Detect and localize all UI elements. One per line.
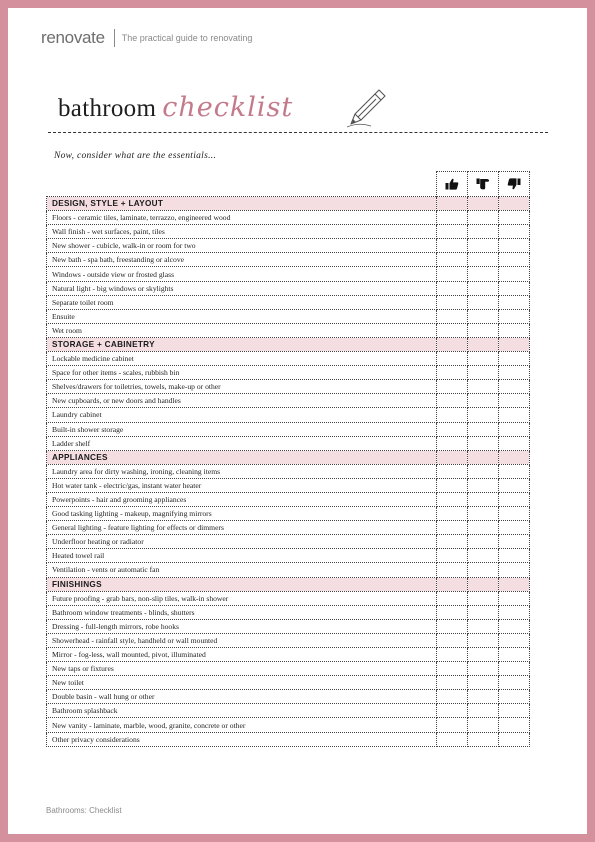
mark-cell-no[interactable]	[499, 591, 530, 605]
checklist-row	[47, 309, 530, 323]
checklist-item-label: New vanity - laminate, marble, wood, granite, concrete or other	[47, 718, 437, 732]
mark-cell-yes[interactable]	[437, 718, 468, 732]
mark-cell-maybe[interactable]	[468, 549, 499, 563]
mark-cell-yes[interactable]	[437, 690, 468, 704]
checklist-item-label: General lighting - feature lighting for effects or dimmers	[47, 521, 437, 535]
checklist-item-label: New taps or fixtures	[47, 662, 437, 676]
checklist-body	[47, 197, 530, 747]
mark-cell-yes[interactable]	[437, 563, 468, 577]
mark-cell-no[interactable]	[499, 408, 530, 422]
mark-cell-no[interactable]	[499, 563, 530, 577]
mark-cell-maybe[interactable]	[468, 225, 499, 239]
checklist-item-label: Underfloor heating or radiator	[47, 535, 437, 549]
mark-cell-no[interactable]	[499, 464, 530, 478]
mark-cell-no[interactable]	[499, 605, 530, 619]
title-main: bathroom	[58, 95, 157, 122]
checklist-item-label: Future proofing - grab bars, non-slip tiles, walk-in shower	[47, 591, 437, 605]
section-header-cell	[437, 197, 468, 211]
mark-cell-maybe[interactable]	[468, 436, 499, 450]
thumbs-up-icon	[445, 178, 459, 190]
mark-cell-yes[interactable]	[437, 605, 468, 619]
checklist-row	[47, 408, 530, 422]
mark-cell-yes[interactable]	[437, 239, 468, 253]
checklist-item-label: Ensuite	[47, 309, 437, 323]
mark-cell-no[interactable]	[499, 718, 530, 732]
mark-cell-no[interactable]	[499, 281, 530, 295]
checklist-row	[47, 225, 530, 239]
pencil-icon	[341, 82, 391, 128]
header-spacer	[47, 172, 437, 197]
column-maybe	[468, 172, 499, 197]
checklist-row	[47, 239, 530, 253]
brand-divider	[114, 29, 115, 47]
checklist-row	[47, 380, 530, 394]
checklist-row	[47, 676, 530, 690]
mark-cell-maybe[interactable]	[468, 676, 499, 690]
mark-cell-maybe[interactable]	[468, 295, 499, 309]
mark-cell-yes[interactable]	[437, 662, 468, 676]
mark-cell-no[interactable]	[499, 690, 530, 704]
mark-cell-maybe[interactable]	[468, 366, 499, 380]
section-header-row	[47, 197, 530, 211]
mark-cell-no[interactable]	[499, 732, 530, 746]
checklist-item-label: Heated towel rail	[47, 549, 437, 563]
mark-cell-yes[interactable]	[437, 492, 468, 506]
checklist-row	[47, 690, 530, 704]
mark-cell-yes[interactable]	[437, 464, 468, 478]
mark-cell-maybe[interactable]	[468, 239, 499, 253]
mark-cell-maybe[interactable]	[468, 492, 499, 506]
mark-cell-yes[interactable]	[437, 380, 468, 394]
mark-cell-yes[interactable]	[437, 535, 468, 549]
section-title: STORAGE + CABINETRY	[47, 337, 437, 351]
mark-cell-yes[interactable]	[437, 323, 468, 337]
checklist-item-label: Double basin - wall hung or other	[47, 690, 437, 704]
mark-cell-yes[interactable]	[437, 436, 468, 450]
checklist-item-label: Space for other items - scales, rubbish bin	[47, 366, 437, 380]
mark-cell-yes[interactable]	[437, 521, 468, 535]
checklist-row	[47, 521, 530, 535]
mark-cell-maybe[interactable]	[468, 619, 499, 633]
section-header-row	[47, 337, 530, 351]
thumbs-down-icon	[507, 178, 521, 190]
mark-cell-no[interactable]	[499, 394, 530, 408]
checklist-item-label: Laundry area for dirty washing, ironing, cleaning items	[47, 464, 437, 478]
mark-cell-yes[interactable]	[437, 281, 468, 295]
mark-cell-maybe[interactable]	[468, 422, 499, 436]
mark-cell-yes[interactable]	[437, 478, 468, 492]
checklist-table	[46, 171, 530, 747]
mark-cell-yes[interactable]	[437, 648, 468, 662]
mark-cell-no[interactable]	[499, 239, 530, 253]
section-header-row	[47, 577, 530, 591]
checklist-item-label: Bathroom window treatments - blinds, shutters	[47, 605, 437, 619]
mark-cell-maybe[interactable]	[468, 605, 499, 619]
checklist-row	[47, 394, 530, 408]
mark-cell-maybe[interactable]	[468, 648, 499, 662]
mark-cell-yes[interactable]	[437, 366, 468, 380]
checklist-item-label: Windows - outside view or frosted glass	[47, 267, 437, 281]
mark-cell-maybe[interactable]	[468, 690, 499, 704]
section-header-cell	[468, 577, 499, 591]
section-title: FINISHINGS	[47, 577, 437, 591]
mark-cell-no[interactable]	[499, 507, 530, 521]
mark-cell-yes[interactable]	[437, 507, 468, 521]
section-header-cell	[499, 197, 530, 211]
section-header-cell	[499, 450, 530, 464]
mark-cell-maybe[interactable]	[468, 633, 499, 647]
section-header-row	[47, 450, 530, 464]
checklist-item-label: New bath - spa bath, freestanding or alcove	[47, 253, 437, 267]
mark-cell-yes[interactable]	[437, 732, 468, 746]
mark-cell-maybe[interactable]	[468, 662, 499, 676]
mark-cell-no[interactable]	[499, 309, 530, 323]
mark-cell-yes[interactable]	[437, 549, 468, 563]
mark-cell-yes[interactable]	[437, 394, 468, 408]
checklist-row	[47, 535, 530, 549]
checklist-item-label: Shelves/drawers for toiletries, towels, make-up or other	[47, 380, 437, 394]
brand-header	[41, 28, 252, 48]
mark-cell-yes[interactable]	[437, 633, 468, 647]
checklist-item-label: Separate toilet room	[47, 295, 437, 309]
mark-cell-maybe[interactable]	[468, 732, 499, 746]
checklist-item-label: Laundry cabinet	[47, 408, 437, 422]
checklist-row	[47, 323, 530, 337]
section-header-cell	[499, 337, 530, 351]
mark-cell-no[interactable]	[499, 648, 530, 662]
mark-cell-no[interactable]	[499, 535, 530, 549]
intro-text: Now, consider what are the essentials...	[54, 151, 217, 161]
page-footer: Bathrooms: Checklist	[46, 806, 122, 815]
checklist-item-label: Hot water tank - electric/gas, instant water heater	[47, 478, 437, 492]
checklist-row	[47, 352, 530, 366]
title-divider	[48, 132, 548, 133]
mark-cell-maybe[interactable]	[468, 394, 499, 408]
checklist-item-label: Good tasking lighting - makeup, magnifying mirrors	[47, 507, 437, 521]
mark-cell-yes[interactable]	[437, 267, 468, 281]
mark-cell-maybe[interactable]	[468, 464, 499, 478]
section-header-cell	[437, 337, 468, 351]
mark-cell-no[interactable]	[499, 253, 530, 267]
checklist-item-label: Showerhead - rainfall style, handheld or wall mounted	[47, 633, 437, 647]
mark-cell-yes[interactable]	[437, 309, 468, 323]
icon-header-row	[47, 172, 530, 197]
checklist-item-label: New cupboards, or new doors and handles	[47, 394, 437, 408]
mark-cell-no[interactable]	[499, 323, 530, 337]
mark-cell-no[interactable]	[499, 492, 530, 506]
mark-cell-no[interactable]	[499, 422, 530, 436]
checklist-item-label: Floors - ceramic tiles, laminate, terrazzo, engineered wood	[47, 211, 437, 225]
mark-cell-yes[interactable]	[437, 225, 468, 239]
checklist-row	[47, 267, 530, 281]
mark-cell-yes[interactable]	[437, 704, 468, 718]
checklist-item-label: Natural light - big windows or skylights	[47, 281, 437, 295]
mark-cell-maybe[interactable]	[468, 211, 499, 225]
checklist-row	[47, 662, 530, 676]
mark-cell-maybe[interactable]	[468, 563, 499, 577]
section-header-cell	[468, 450, 499, 464]
mark-cell-maybe[interactable]	[468, 408, 499, 422]
checklist-row	[47, 591, 530, 605]
checklist-item-label: Built-in shower storage	[47, 422, 437, 436]
mark-cell-maybe[interactable]	[468, 380, 499, 394]
checklist-item-label: New shower - cubicle, walk-in or room for two	[47, 239, 437, 253]
mark-cell-no[interactable]	[499, 549, 530, 563]
mark-cell-no[interactable]	[499, 633, 530, 647]
mark-cell-no[interactable]	[499, 478, 530, 492]
checklist-row	[47, 605, 530, 619]
mark-cell-yes[interactable]	[437, 352, 468, 366]
section-header-cell	[437, 450, 468, 464]
mark-cell-no[interactable]	[499, 295, 530, 309]
checklist-item-label: Mirror - fog-less, wall mounted, pivot, illuminated	[47, 648, 437, 662]
mark-cell-maybe[interactable]	[468, 478, 499, 492]
mark-cell-yes[interactable]	[437, 619, 468, 633]
checklist-row	[47, 549, 530, 563]
mark-cell-no[interactable]	[499, 267, 530, 281]
checklist-item-label: Powerpoints - hair and grooming appliances	[47, 492, 437, 506]
mark-cell-no[interactable]	[499, 619, 530, 633]
mark-cell-yes[interactable]	[437, 591, 468, 605]
checklist-row	[47, 619, 530, 633]
mark-cell-no[interactable]	[499, 662, 530, 676]
checklist-row	[47, 464, 530, 478]
mark-cell-no[interactable]	[499, 352, 530, 366]
mark-cell-maybe[interactable]	[468, 704, 499, 718]
mark-cell-no[interactable]	[499, 704, 530, 718]
mark-cell-maybe[interactable]	[468, 309, 499, 323]
mark-cell-maybe[interactable]	[468, 323, 499, 337]
checklist-row	[47, 253, 530, 267]
renovate-logo: renovate	[41, 28, 105, 47]
brand-tagline: The practical guide to renovating	[121, 33, 253, 43]
mark-cell-yes[interactable]	[437, 253, 468, 267]
section-title: DESIGN, STYLE + LAYOUT	[47, 197, 437, 211]
mark-cell-yes[interactable]	[437, 211, 468, 225]
mark-cell-maybe[interactable]	[468, 591, 499, 605]
section-header-cell	[468, 197, 499, 211]
mark-cell-no[interactable]	[499, 211, 530, 225]
mark-cell-no[interactable]	[499, 225, 530, 239]
section-title: APPLIANCES	[47, 450, 437, 464]
checklist-item-label: Bathroom splashback	[47, 704, 437, 718]
mark-cell-maybe[interactable]	[468, 267, 499, 281]
checklist-table-wrap	[46, 171, 530, 747]
checklist-row	[47, 492, 530, 506]
checklist-item-label: Ventilation - vents or automatic fan	[47, 563, 437, 577]
mark-cell-no[interactable]	[499, 380, 530, 394]
checklist-row	[47, 648, 530, 662]
checklist-item-label: Dressing - full-length mirrors, robe hooks	[47, 619, 437, 633]
checklist-item-label: Wall finish - wet surfaces, paint, tiles	[47, 225, 437, 239]
mark-cell-yes[interactable]	[437, 676, 468, 690]
mark-cell-maybe[interactable]	[468, 535, 499, 549]
checklist-row	[47, 281, 530, 295]
title-script: checklist	[162, 92, 294, 123]
checklist-item-label: Wet room	[47, 323, 437, 337]
checklist-row	[47, 366, 530, 380]
column-no	[499, 172, 530, 197]
mark-cell-no[interactable]	[499, 521, 530, 535]
column-yes	[437, 172, 468, 197]
checklist-page	[8, 8, 587, 834]
mark-cell-no[interactable]	[499, 366, 530, 380]
checklist-row	[47, 563, 530, 577]
checklist-row	[47, 718, 530, 732]
mark-cell-maybe[interactable]	[468, 718, 499, 732]
checklist-row	[47, 478, 530, 492]
checklist-item-label: New toilet	[47, 676, 437, 690]
mark-cell-maybe[interactable]	[468, 352, 499, 366]
page-title	[58, 92, 293, 123]
section-header-cell	[468, 337, 499, 351]
checklist-row	[47, 507, 530, 521]
checklist-row	[47, 295, 530, 309]
checklist-row	[47, 436, 530, 450]
checklist-row	[47, 422, 530, 436]
mark-cell-yes[interactable]	[437, 295, 468, 309]
mark-cell-maybe[interactable]	[468, 253, 499, 267]
section-header-cell	[499, 577, 530, 591]
checklist-item-label: Ladder shelf	[47, 436, 437, 450]
checklist-item-label: Lockable medicine cabinet	[47, 352, 437, 366]
checklist-row	[47, 732, 530, 746]
mark-cell-yes[interactable]	[437, 422, 468, 436]
checklist-item-label: Other privacy considerations	[47, 732, 437, 746]
section-header-cell	[437, 577, 468, 591]
mark-cell-maybe[interactable]	[468, 521, 499, 535]
checklist-row	[47, 633, 530, 647]
mark-cell-maybe[interactable]	[468, 281, 499, 295]
mark-cell-no[interactable]	[499, 676, 530, 690]
mark-cell-no[interactable]	[499, 436, 530, 450]
thumbs-sideways-icon	[476, 178, 490, 190]
mark-cell-maybe[interactable]	[468, 507, 499, 521]
mark-cell-yes[interactable]	[437, 408, 468, 422]
checklist-row	[47, 211, 530, 225]
checklist-row	[47, 704, 530, 718]
